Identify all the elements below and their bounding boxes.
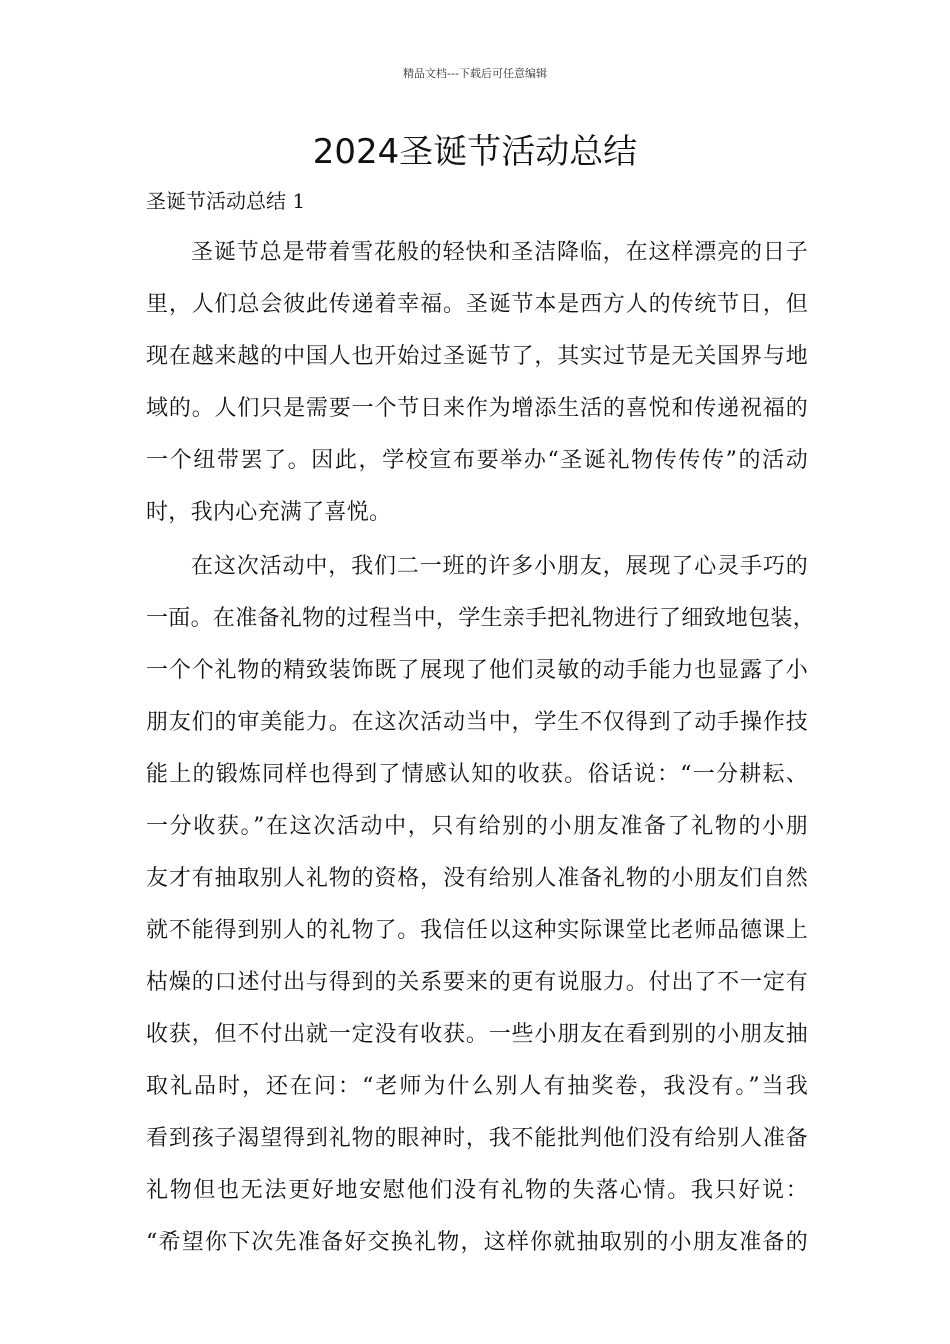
- paragraph-1-line: 时，我内心充满了喜悦。: [146, 500, 392, 525]
- paragraph-2-line: 取礼品时，还在问：“老师为什么别人有抽奖卷，我没有。”当我: [146, 1074, 808, 1099]
- paragraph-2-line: 就不能得到别人的礼物了。我信任以这种实际课堂比老师品德课上: [146, 918, 808, 943]
- paragraph-2-line: 在这次活动中，我们二一班的许多小朋友，展现了心灵手巧的: [191, 554, 808, 579]
- paragraph-2-line: 枯燥的口述付出与得到的关系要来的更有说服力。付出了不一定有: [146, 970, 808, 995]
- paragraph-2-line: “希望你下次先准备好交换礼物，这样你就抽取别的小朋友准备的: [146, 1230, 808, 1255]
- paragraph-1-line: 一个纽带罢了。因此，学校宣布要举办“圣诞礼物传传传”的活动: [146, 448, 808, 473]
- paragraph-2-line: 一分收获。”在这次活动中，只有给别的小朋友准备了礼物的小朋: [146, 814, 808, 839]
- paragraph-2-line: 友才有抽取别人礼物的资格，没有给别人准备礼物的小朋友们自然: [146, 866, 808, 891]
- document-title: 2024圣诞节活动总结: [312, 132, 638, 172]
- section-heading: 圣诞节活动总结 1: [146, 189, 306, 213]
- paragraph-1-line: 里，人们总会彼此传递着幸福。圣诞节本是西方人的传统节日，但: [146, 292, 808, 317]
- paragraph-2-line: 一面。在准备礼物的过程当中，学生亲手把礼物进行了细致地包装，: [146, 606, 816, 631]
- document-body: [146, 227, 816, 1269]
- paragraph-2-line: 能上的锻炼同样也得到了情感认知的收获。俗话说：“一分耕耘、: [146, 762, 808, 787]
- paragraph-1-line: 圣诞节总是带着雪花般的轻快和圣洁降临，在这样漂亮的日子: [191, 240, 808, 265]
- paragraph-2-line: 收获，但不付出就一定没有收获。一些小朋友在看到别的小朋友抽: [146, 1022, 808, 1047]
- header-note: 精品文档---下载后可任意编辑: [403, 67, 547, 80]
- paragraph-1-line: 现在越来越的中国人也开始过圣诞节了，其实过节是无关国界与地: [146, 344, 808, 369]
- paragraph-2-line: 朋友们的审美能力。在这次活动当中，学生不仅得到了动手操作技: [146, 710, 808, 735]
- paragraph-2-line: 一个个礼物的精致装饰既了展现了他们灵敏的动手能力也显露了小: [146, 658, 808, 683]
- paragraph-1-line: 域的。人们只是需要一个节日来作为增添生活的喜悦和传递祝福的: [146, 396, 808, 421]
- paragraph-2-line: 礼物但也无法更好地安慰他们没有礼物的失落心情。我只好说：: [146, 1178, 808, 1203]
- paragraph-2-line: 看到孩子渴望得到礼物的眼神时，我不能批判他们没有给别人准备: [146, 1126, 808, 1151]
